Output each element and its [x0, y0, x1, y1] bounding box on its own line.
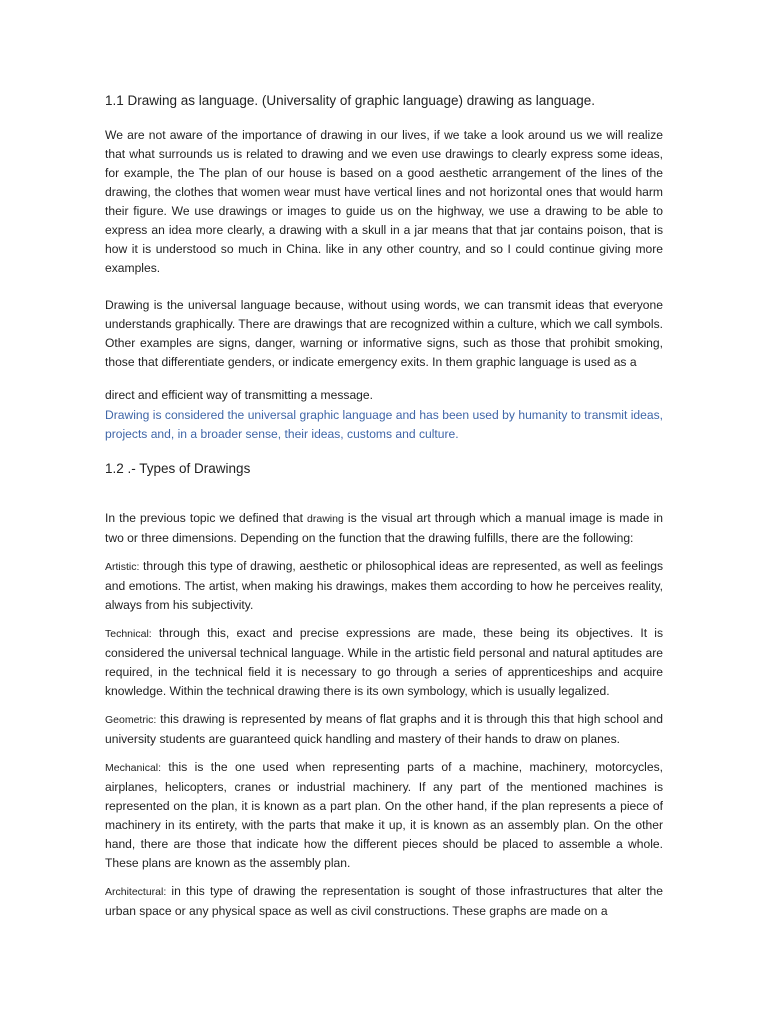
- section-heading-1-1: 1.1 Drawing as language. (Universality of graphic language) drawing as language.: [105, 93, 596, 108]
- paragraph-importance-of-drawing: We are not aware of the importance of drawing in our lives, if we take a look around us we will realize that what surrounds us is related to drawing and we even use drawings to clearly express some ideas, for example, the The plan of our house is based on a good aesthetic arrangement of the lines of the drawing, the clothes that women wear must have vertical lines and not horizontal ones that would harm their figure. We use drawings or images to guide us on the highway, we use a drawing to be able to express an idea more clearly, a drawing with a skull in a jar means that that jar contains poison, that is how it is understood so much in China. like in any other country, and so I could continue giving more examples.: [105, 128, 663, 275]
- type-term: Geometric:: [105, 714, 157, 726]
- intro-text-after: is the visual art through which a manual image is made in two or three dimensions. Depending on the function that the drawing fulfills, there are the following:: [105, 511, 663, 545]
- type-description: this drawing is represented by means of flat graphs and it is through this that high school and university students are guaranteed quick handling and mastery of their hands to draw on planes.: [105, 712, 663, 746]
- type-description: in this type of drawing the representation is sought of those infrastructures that alter the urban space or any physical space as well as civil constructions. These graphs are made on a: [105, 884, 663, 918]
- paragraph-types-intro: [105, 509, 663, 548]
- type-term: Architectural:: [105, 886, 167, 898]
- section-heading-1-2: 1.2 .- Types of Drawings: [105, 461, 251, 476]
- paragraph-type-mechanical: [105, 758, 663, 873]
- type-term: Mechanical:: [105, 762, 162, 774]
- intro-term-drawing: drawing: [307, 513, 344, 525]
- paragraph-highlighted-definition: Drawing is considered the universal graphic language and has been used by humanity to transmit ideas, projects and, in a broader sense, their ideas, customs and culture.: [105, 408, 663, 441]
- paragraph-type-architectural: [105, 882, 663, 921]
- type-description: through this type of drawing, aesthetic or philosophical ideas are represented, as well as feelings and emotions. The artist, when making his drawings, makes them according to how he perceives reality, always from his subjectivity.: [105, 559, 663, 612]
- paragraph-direct-efficient: direct and efficient way of transmitting a message.: [105, 388, 373, 402]
- paragraph-type-artistic: [105, 557, 663, 615]
- paragraph-type-technical: [105, 624, 663, 701]
- type-description: through this, exact and precise expressions are made, these being its objectives. It is considered the universal technical language. While in the artistic field personal and natural aptitudes are required, in the technical field it is necessary to go through a series of apprenticeships and acquire knowledge. Within the technical drawing there is its own symbology, which is usually legalized.: [105, 626, 663, 698]
- paragraph-type-geometric: [105, 710, 663, 749]
- paragraph-universal-language: Drawing is the universal language because, without using words, we can transmit ideas that everyone understands graphically. There are drawings that are recognized within a culture, which we call symbols. Other examples are signs, danger, warning or informative signs, such as those that prohibit smoking, those that differentiate genders, or indicate emergency exits. In them graphic language is used as a: [105, 298, 663, 369]
- type-description: this is the one used when representing parts of a machine, machinery, motorcycles, airplanes, helicopters, cranes or industrial machinery. If any part of the mentioned machines is represented on the plan, it is known as a part plan. On the other hand, if the plan represents a piece of machinery in its entirety, with the parts that make it up, it is known as an assembly plan. On the other hand, there are those that indicate how the different pieces should be placed to assemble a whole. These plans are known as the assembly plan.: [105, 760, 663, 870]
- type-term: Technical:: [105, 628, 152, 640]
- type-term: Artistic:: [105, 561, 140, 573]
- intro-text-before: In the previous topic we defined that: [105, 511, 308, 525]
